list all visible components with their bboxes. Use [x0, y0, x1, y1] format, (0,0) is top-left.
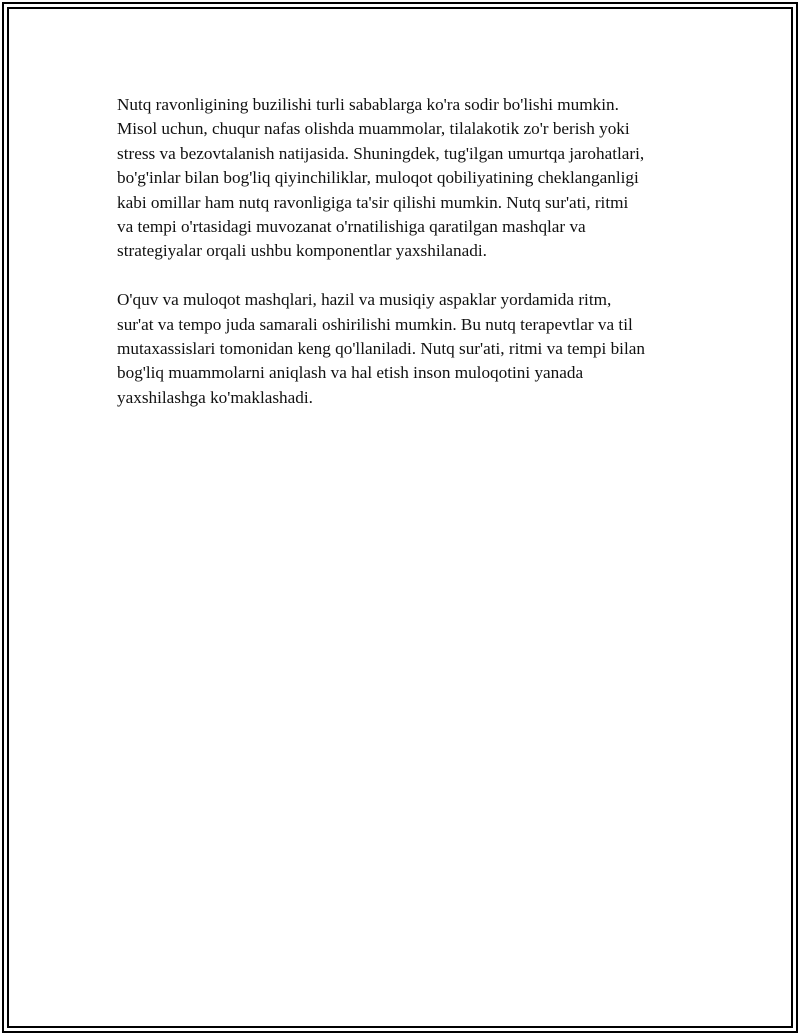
text-line: Misol uchun, chuqur nafas olishda muammolar, tilalakotik zo'r berish yoki — [117, 119, 630, 139]
text-line: bog'liq muammolarni aniqlash va hal etish inson muloqotini yanada — [117, 363, 584, 383]
text-line: va tempi o'rtasidagi muvozanat o'rnatilishiga qaratilgan mashqlar va — [117, 217, 586, 237]
text-line: strategiyalar orqali ushbu komponentlar yaxshilanadi. — [117, 241, 487, 261]
text-line: bo'g'inlar bilan bog'liq qiyinchiliklar, muloqot qobiliyatining cheklanganligi — [117, 168, 639, 188]
text-line: mutaxassislari tomonidan keng qo'llaniladi. Nutq sur'ati, ritmi va tempi bilan — [117, 339, 645, 359]
paragraph-1 — [117, 93, 697, 264]
document-body — [117, 93, 697, 435]
paragraph-2 — [117, 288, 697, 410]
text-line: stress va bezovtalanish natijasida. Shuningdek, tug'ilgan umurtqa jarohatlari, — [117, 143, 645, 163]
text-line: O'quv va muloqot mashqlari, hazil va musiqiy aspaklar yordamida ritm, — [117, 290, 612, 310]
text-line: kabi omillar ham nutq ravonligiga ta'sir qilishi mumkin. Nutq sur'ati, ritmi — [117, 192, 629, 212]
text-line: sur'at va tempo juda samarali oshirilishi mumkin. Bu nutq terapevtlar va til — [117, 314, 633, 334]
text-line: Nutq ravonligining buzilishi turli sabablarga ko'ra sodir bo'lishi mumkin. — [117, 95, 619, 114]
text-line: yaxshilashga ko'maklashadi. — [117, 387, 313, 407]
